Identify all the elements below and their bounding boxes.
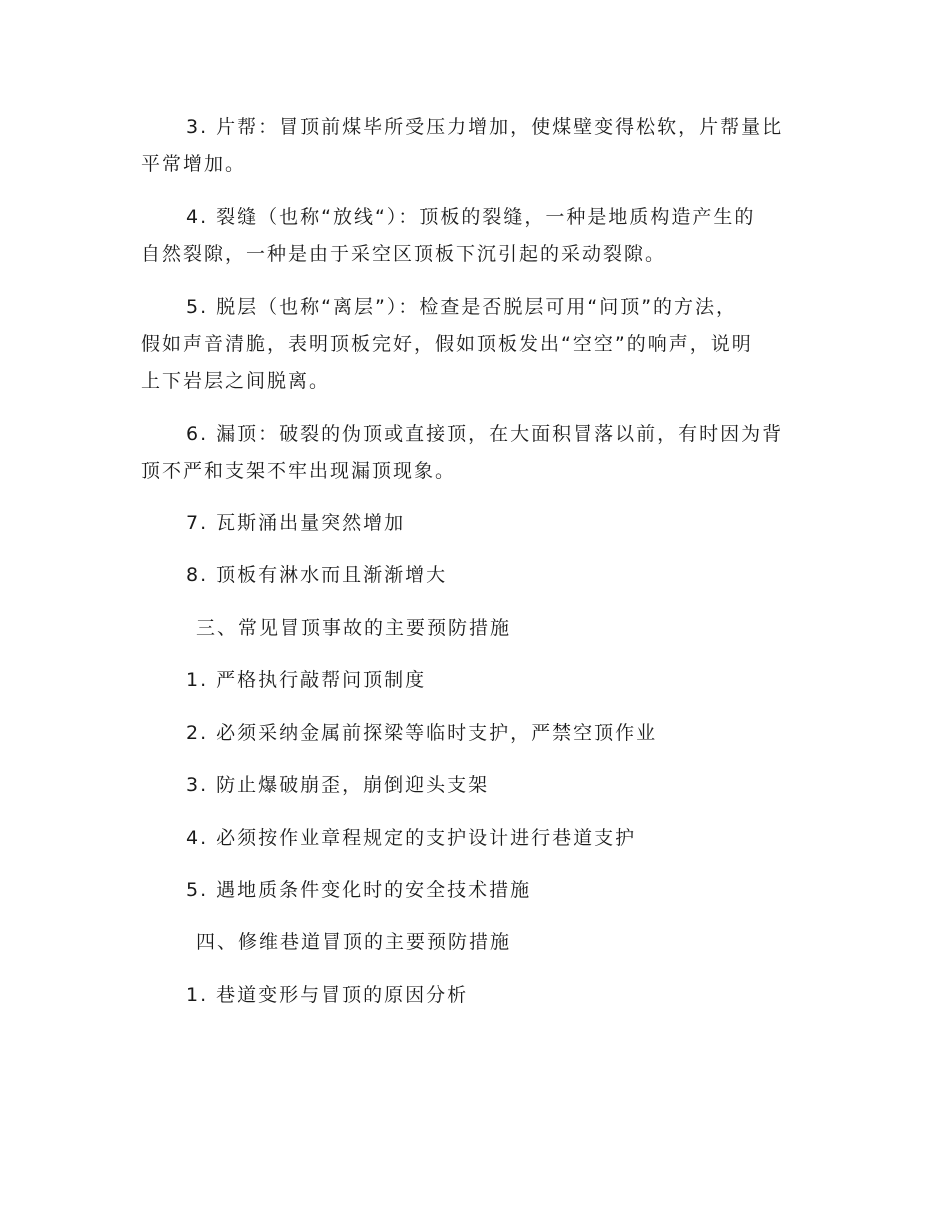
item-water: 8. 顶板有淋水而且渐渐增大 — [186, 564, 448, 586]
paragraph-separation-line-3: 上下岩层之间脱离。 — [141, 370, 331, 392]
item-gas: 7. 瓦斯涌出量突然增加 — [186, 512, 406, 534]
paragraph-separation-line-1: 5. 脱层（也称“离层”）：检查是否脱层可用“问顶”的方法， — [186, 296, 738, 318]
paragraph-cracks-line-1: 4. 裂缝（也称“放线“）：顶板的裂缝，一种是地质构造产生的 — [186, 206, 756, 228]
paragraph-separation-line-2: 假如声音清脆，表明顶板完好，假如顶板发出“空空”的响声，说明 — [141, 333, 753, 355]
measure-item-2: 2. 必须采纳金属前探梁等临时支护，严禁空顶作业 — [186, 722, 658, 744]
measure-item-1: 1. 严格执行敲帮问顶制度 — [186, 669, 427, 691]
measure-item-3: 3. 防止爆破崩歪，崩倒迎头支架 — [186, 774, 490, 796]
section-heading-roadway: 四、修维巷道冒顶的主要预防措施 — [196, 931, 512, 953]
paragraph-spalling-line-2: 平常增加。 — [141, 153, 247, 175]
measure-item-5: 5. 遇地质条件变化时的安全技术措施 — [186, 879, 532, 901]
paragraph-leak-line-2: 顶不严和支架不牢出现漏顶现象。 — [141, 460, 457, 482]
roadway-item-1: 1. 巷道变形与冒顶的原因分析 — [186, 984, 469, 1006]
paragraph-leak-line-1: 6. 漏顶：破裂的伪顶或直接顶，在大面积冒落以前，有时因为背 — [186, 423, 784, 445]
paragraph-spalling-line-1: 3. 片帮：冒顶前煤毕所受压力增加，使煤壁变得松软，片帮量比 — [186, 116, 784, 138]
paragraph-cracks-line-2: 自然裂隙，一种是由于采空区顶板下沉引起的采动裂隙。 — [141, 243, 667, 265]
measure-item-4: 4. 必须按作业章程规定的支护设计进行巷道支护 — [186, 827, 637, 849]
section-heading-prevention: 三、常见冒顶事故的主要预防措施 — [196, 617, 512, 639]
